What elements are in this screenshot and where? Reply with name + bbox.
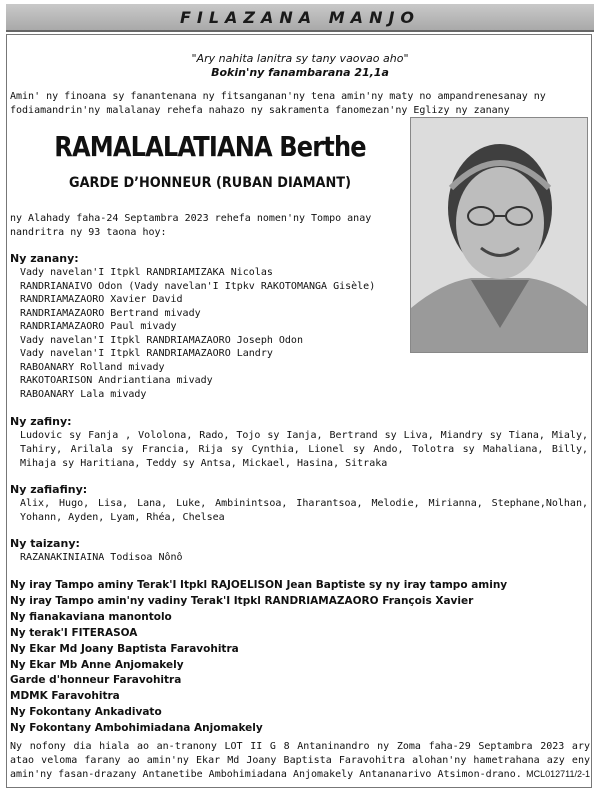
children-title: Ny zanany:: [10, 252, 79, 265]
family-note: Garde d'honneur Faravohitra: [10, 674, 182, 687]
bible-verse: [0, 52, 600, 80]
grandchildren-text: Ludovic sy Fanja , Vololona, Rado, Tojo sy Ianja, Bertrand sy Liva, Miandry sy Tiana, Mialy, Tahiry, Arilala sy Francia, Rija sy Cynthia, Lionel sy Ando, Tolotra sy Mahaliana, Billy, Mihaja sy Haritiana, Teddy sy Antsa, Mickael, Hasina, Sitraka: [20, 430, 588, 469]
portrait-photo: [410, 117, 588, 353]
great-grandchildren-title: Ny zafiafiny:: [10, 483, 88, 496]
family-note: Ny Fokontany Ambohimiadana Anjomakely: [10, 722, 263, 735]
list-item: RABOANARY Rolland mivady: [20, 361, 165, 373]
list-item: RANDRIAMAZAORO Bertrand mivady: [20, 307, 201, 319]
reference-code: MCL012711/2-1: [526, 769, 590, 779]
deceased-title: GARDE D’HONNEUR (RUBAN DIAMANT): [69, 175, 351, 191]
deceased-name: RAMALALATIANA Berthe: [54, 130, 366, 163]
family-note: Ny iray Tampo aminy Terak'I Itpkl RAJOELISON Jean Baptiste sy ny iray tampo aminy: [10, 579, 508, 591]
header-title: FILAZANA MANJO: [179, 8, 421, 27]
family-note: Ny iray Tampo amin'ny vadiny Terak'I Itpkl RANDRIAMAZAORO François Xavier: [10, 594, 474, 607]
grandchildren-title: Ny zafiny:: [10, 415, 72, 428]
children-list: [20, 266, 375, 401]
list-item: RABOANARY Lala mivady: [20, 388, 147, 400]
family-note: Ny Fokontany Ankadivato: [10, 706, 162, 719]
family-note: Ny Ekar Mb Anne Anjomakely: [10, 658, 184, 671]
header-bar: [6, 4, 594, 32]
death-notice: ny Alahady faha-24 Septambra 2023 rehefa nomen'ny Tompo anay nandritra ny 93 taona hoy:: [10, 213, 372, 238]
list-item: RAKOTOARISON Andriantiana mivady: [20, 375, 213, 386]
family-note: Ny terak'I FITERASOA: [10, 626, 138, 639]
family-note: Ny fianakaviana manontolo: [10, 610, 172, 623]
siblings-title: Ny taizany:: [10, 537, 80, 550]
family-note: MDMK Faravohitra: [10, 690, 120, 703]
great-grandchildren-text: Alix, Hugo, Lisa, Lana, Luke, Ambinintsoa, Iharantsoa, Melodie, Mirianna, Stephane,Nolhan, Yohann, Ayden, Lyam, Rhéa, Chelsea: [20, 498, 588, 523]
list-item: RANDRIAMAZAORO Xavier David: [20, 294, 183, 305]
list-item: RANDRIANAIVO Odon (Vady navelan'I Itpkv RAKOTOMANGA Gisèle): [20, 280, 376, 292]
siblings-text: RAZANAKINIAINA Todisoa Nônô: [20, 552, 183, 563]
verse-reference: Bokin'ny fanambarana 21,1a: [211, 66, 389, 79]
list-item: RANDRIAMAZAORO Paul mivady: [20, 321, 177, 332]
verse-quote: "Ary nahita lanitra sy tany vaovao aho": [191, 52, 409, 65]
list-item: Vady navelan'I Itpkl RANDRIAMIZAKA Nicolas: [20, 267, 273, 278]
portrait-image: [411, 118, 588, 353]
list-item: Vady navelan'I Itpkl RANDRIAMAZAORO Joseph Odon: [20, 334, 303, 346]
family-notes-list: [10, 578, 507, 737]
list-item: Vady navelan'I Itpkl RANDRIAMAZAORO Landry: [20, 348, 273, 359]
funeral-details: Ny nofony dia hiala ao an-tranony LOT II G 8 Antaninandro ny Zoma faha-29 Septambra 2023 ary atao veloma farany ao amin'ny Ekar Md Joany Baptista Faravohitra alohan'ny hametrahana azy eny amin'ny fasan-drazany Antanetibe Ambohimiadana Anjomakely Antananarivo Atsimon-drano.: [10, 741, 590, 780]
intro-text: Amin' ny finoana sy fanantenana ny fitsanganan'ny tena amin'ny maty no ampandrenesanay ny fodiamandrin'ny malalanay rehefa nahazo ny sakramenta fanomezan'ny Eglizy ny zanany: [10, 91, 546, 116]
family-note: Ny Ekar Md Joany Baptista Faravohitra: [10, 642, 239, 655]
